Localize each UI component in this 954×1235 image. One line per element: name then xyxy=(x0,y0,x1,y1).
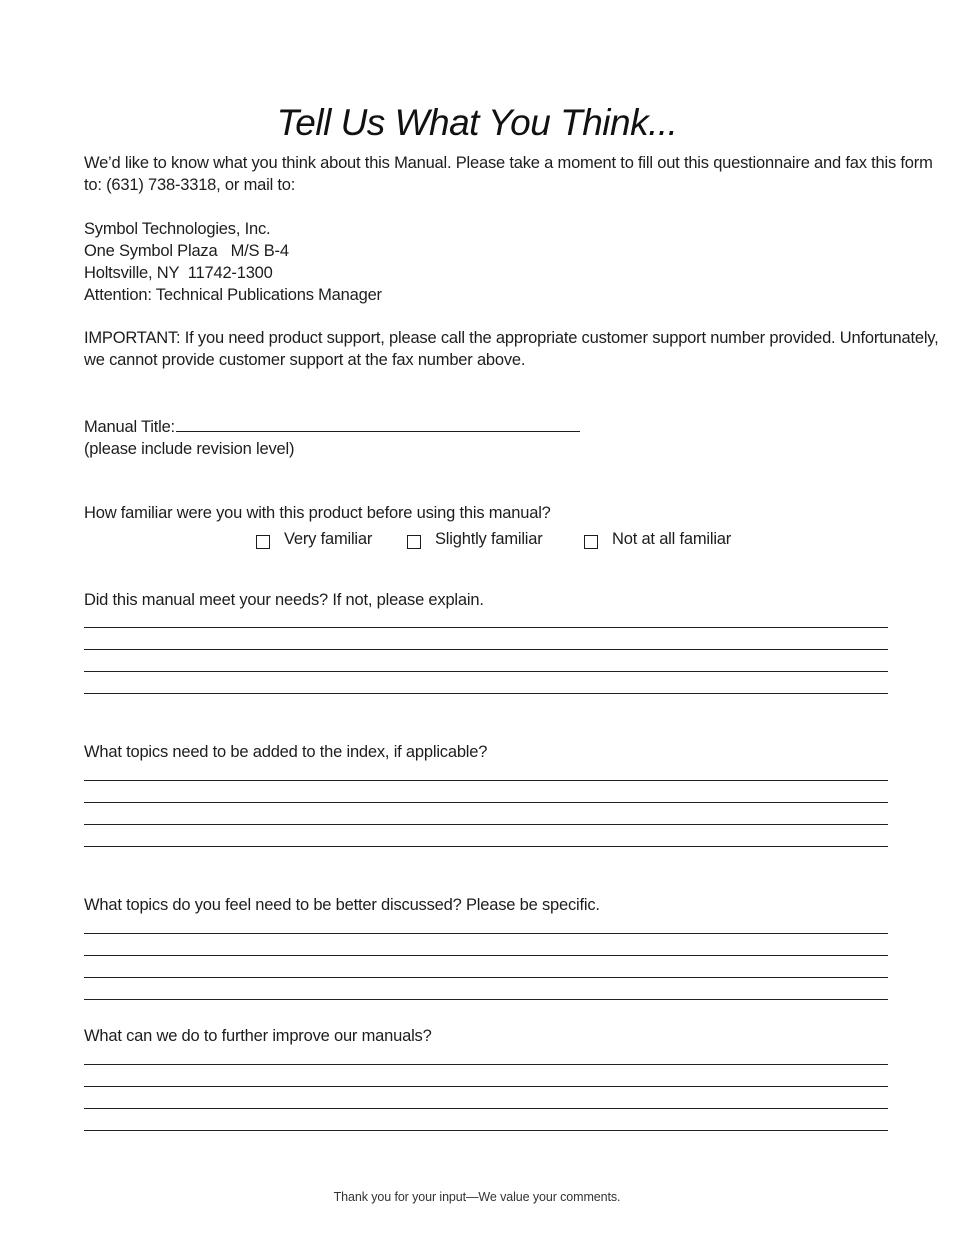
answer-line[interactable] xyxy=(84,671,888,672)
answer-line[interactable] xyxy=(84,1064,888,1065)
answer-line[interactable] xyxy=(84,1086,888,1087)
answer-line[interactable] xyxy=(84,933,888,934)
address-line-4: Attention: Technical Publications Manager xyxy=(84,286,382,304)
intro-line-1: We’d like to know what you think about this Manual. Please take a moment to fill out this questionnaire and fax this form xyxy=(84,154,933,172)
manual-title-section xyxy=(84,414,899,460)
option-not-at-all-familiar[interactable] xyxy=(584,530,731,549)
checkbox-icon[interactable] xyxy=(584,535,598,549)
manual-title-label: Manual Title: xyxy=(84,418,175,436)
answer-line[interactable] xyxy=(84,802,888,803)
familiarity-options xyxy=(0,530,954,554)
answer-line[interactable] xyxy=(84,693,888,694)
option-very-familiar[interactable] xyxy=(256,530,372,549)
answer-line[interactable] xyxy=(84,780,888,781)
question-1: Did this manual meet your needs? If not, please explain. xyxy=(84,591,484,609)
answer-line[interactable] xyxy=(84,1130,888,1131)
answer-lines-4[interactable] xyxy=(84,1064,888,1131)
address-line-2: One Symbol Plaza M/S B-4 xyxy=(84,242,289,260)
important-line-1: IMPORTANT: If you need product support, please call the appropriate customer support number provided. Unfortunately, xyxy=(84,329,939,347)
intro-line-2: to: (631) 738-3318, or mail to: xyxy=(84,176,296,194)
manual-title-input[interactable] xyxy=(176,414,580,432)
manual-title-note: (please include revision level) xyxy=(84,440,295,458)
option-label: Very familiar xyxy=(284,530,373,548)
answer-lines-1[interactable] xyxy=(84,627,888,694)
answer-line[interactable] xyxy=(84,977,888,978)
option-slightly-familiar[interactable] xyxy=(407,530,543,549)
important-notice xyxy=(84,327,939,371)
option-label: Not at all familiar xyxy=(612,530,732,548)
answer-line[interactable] xyxy=(84,824,888,825)
question-2: What topics need to be added to the index, if applicable? xyxy=(84,743,488,761)
familiarity-question: How familiar were you with this product before using this manual? xyxy=(84,504,551,522)
answer-lines-3[interactable] xyxy=(84,933,888,1000)
address-line-3: Holtsville, NY 11742-1300 xyxy=(84,264,273,282)
answer-line[interactable] xyxy=(84,955,888,956)
answer-line[interactable] xyxy=(84,649,888,650)
page-title: Tell Us What You Think... xyxy=(276,102,678,143)
answer-line[interactable] xyxy=(84,999,888,1000)
option-label: Slightly familiar xyxy=(435,530,543,548)
answer-lines-2[interactable] xyxy=(84,780,888,847)
question-4: What can we do to further improve our manuals? xyxy=(84,1027,432,1045)
intro-paragraph xyxy=(84,152,933,196)
footer-thanks: Thank you for your input—We value your comments. xyxy=(333,1190,621,1204)
address-line-1: Symbol Technologies, Inc. xyxy=(84,220,271,238)
mailing-address xyxy=(84,218,899,306)
question-3: What topics do you feel need to be better discussed? Please be specific. xyxy=(84,896,600,914)
answer-line[interactable] xyxy=(84,627,888,628)
checkbox-icon[interactable] xyxy=(256,535,270,549)
answer-line[interactable] xyxy=(84,846,888,847)
important-line-2: we cannot provide customer support at the fax number above. xyxy=(84,351,526,369)
answer-line[interactable] xyxy=(84,1108,888,1109)
checkbox-icon[interactable] xyxy=(407,535,421,549)
